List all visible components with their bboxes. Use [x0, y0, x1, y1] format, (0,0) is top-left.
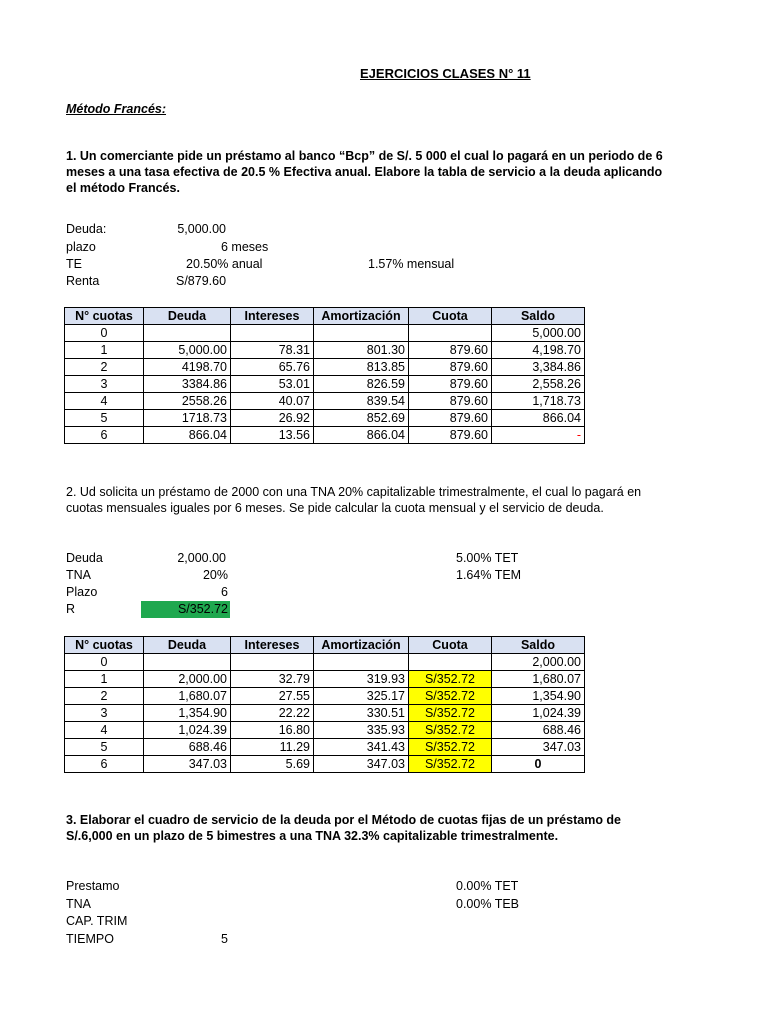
table-cell: 688.46: [492, 722, 585, 739]
table-cell: 5: [65, 410, 144, 427]
table-cell: 26.92: [231, 410, 314, 427]
ex2-tem: 1.64% TEM: [456, 568, 522, 582]
table-cell: 319.93: [314, 671, 409, 688]
table-cell: 0: [65, 325, 144, 342]
ex3-tiempo-value: 5: [221, 932, 228, 946]
table-cell: 1: [65, 342, 144, 359]
table-cell: 813.85: [314, 359, 409, 376]
table-cell: 6: [65, 427, 144, 444]
ex1-te-monthly: 1.57% mensual: [368, 257, 455, 271]
table-cell: 1,680.07: [492, 671, 585, 688]
ex2-amortization-table: [64, 636, 585, 773]
table-cell: 1,718.73: [492, 393, 585, 410]
table-row: [65, 739, 585, 756]
table-cell: 16.80: [231, 722, 314, 739]
table-cell: 1: [65, 671, 144, 688]
ex1-deuda-value: 5,000.00: [177, 222, 226, 236]
table-cell: 4: [65, 393, 144, 410]
table-cell: 866.04: [314, 427, 409, 444]
ex1-te-value: 20.50% anual: [186, 257, 263, 271]
table-cell: 879.60: [409, 342, 492, 359]
table-cell: 4,198.70: [492, 342, 585, 359]
column-header: Saldo: [492, 637, 585, 654]
table-cell: -: [492, 427, 585, 444]
table-cell: 879.60: [409, 359, 492, 376]
table-row: [65, 393, 585, 410]
exercise-3-statement: 3. Elaborar el cuadro de servicio de la deuda por el Método de cuotas fijas de un préstamo de S/.6,000 en un plazo de 5 bimestres a una TNA 32.3% capitalizable trimestralmente.: [66, 813, 622, 843]
table-cell: 3: [65, 376, 144, 393]
table-cell: 53.01: [231, 376, 314, 393]
table-row: [65, 705, 585, 722]
page-title: EJERCICIOS CLASES N° 11: [360, 66, 531, 81]
ex3-cap-label: CAP. TRIM: [66, 914, 128, 928]
ex1-deuda-label: Deuda:: [66, 222, 107, 236]
ex2-tet: 5.00% TET: [456, 551, 519, 565]
table-cell: S/352.72: [409, 705, 492, 722]
table-cell: 3,384.86: [492, 359, 585, 376]
ex3-tet: 0.00% TET: [456, 879, 519, 893]
table-cell: 879.60: [409, 376, 492, 393]
table-cell: 5: [65, 739, 144, 756]
table-cell: [231, 654, 314, 671]
ex1-plazo-value: 6 meses: [221, 240, 269, 254]
column-header: Saldo: [492, 308, 585, 325]
table-row: [65, 722, 585, 739]
ex2-r-value: S/352.72: [141, 601, 230, 618]
table-row: [65, 359, 585, 376]
table-cell: 335.93: [314, 722, 409, 739]
table-cell: 2,000.00: [492, 654, 585, 671]
table-cell: 4198.70: [144, 359, 231, 376]
table-row: [65, 325, 585, 342]
table-cell: S/352.72: [409, 756, 492, 773]
table-cell: 2,000.00: [144, 671, 231, 688]
table-cell: 0: [492, 756, 585, 773]
exercise-1-statement: 1. Un comerciante pide un préstamo al banco “Bcp” de S/. 5 000 el cual lo pagará en un periodo de 6 meses a una tasa efectiva de 20.5 % Efectiva anual. Elabore la tabla de servicio a la deuda aplicando el método Francés.: [66, 149, 663, 195]
table-cell: 839.54: [314, 393, 409, 410]
ex2-deuda-value: 2,000.00: [177, 551, 226, 565]
ex1-renta-value: S/879.60: [176, 274, 227, 288]
table-cell: 32.79: [231, 671, 314, 688]
ex1-renta-label: Renta: [66, 274, 100, 288]
column-header: Amortización: [314, 308, 409, 325]
table-cell: 5,000.00: [144, 342, 231, 359]
column-header: Cuota: [409, 308, 492, 325]
table-cell: 2,558.26: [492, 376, 585, 393]
table-row: [65, 342, 585, 359]
table-cell: [409, 325, 492, 342]
table-cell: 879.60: [409, 427, 492, 444]
column-header: Deuda: [144, 637, 231, 654]
table-cell: 4: [65, 722, 144, 739]
column-header: Intereses: [231, 637, 314, 654]
table-cell: 688.46: [144, 739, 231, 756]
table-cell: 5,000.00: [492, 325, 585, 342]
table-cell: 1,354.90: [492, 688, 585, 705]
table-cell: [231, 325, 314, 342]
table-cell: 1718.73: [144, 410, 231, 427]
table-cell: S/352.72: [409, 722, 492, 739]
table-cell: 347.03: [314, 756, 409, 773]
ex1-plazo-label: plazo: [66, 240, 96, 254]
table-cell: 2: [65, 359, 144, 376]
table-cell: 3: [65, 705, 144, 722]
table-row: [65, 671, 585, 688]
table-row: [65, 376, 585, 393]
ex2-tna-value: 20%: [202, 568, 228, 582]
table-header-row: [65, 308, 585, 325]
table-cell: 78.31: [231, 342, 314, 359]
ex3-tna-label: TNA: [66, 897, 91, 911]
table-cell: 347.03: [492, 739, 585, 756]
table-row: [65, 688, 585, 705]
table-cell: S/352.72: [409, 688, 492, 705]
table-cell: 330.51: [314, 705, 409, 722]
table-cell: [409, 654, 492, 671]
table-cell: 852.69: [314, 410, 409, 427]
table-cell: 866.04: [492, 410, 585, 427]
column-header: Deuda: [144, 308, 231, 325]
section-subtitle: Método Francés:: [66, 102, 167, 116]
table-cell: 40.07: [231, 393, 314, 410]
table-cell: S/352.72: [409, 739, 492, 756]
table-cell: 325.17: [314, 688, 409, 705]
table-cell: 65.76: [231, 359, 314, 376]
table-cell: [144, 325, 231, 342]
ex2-plazo-value: 6: [221, 585, 228, 599]
ex2-r-label: R: [66, 602, 76, 616]
table-cell: 0: [65, 654, 144, 671]
ex3-tiempo-label: TIEMPO: [66, 932, 114, 946]
table-cell: 13.56: [231, 427, 314, 444]
table-cell: 1,354.90: [144, 705, 231, 722]
table-cell: 11.29: [231, 739, 314, 756]
column-header: N° cuotas: [65, 637, 144, 654]
table-cell: [314, 654, 409, 671]
column-header: Amortización: [314, 637, 409, 654]
column-header: Intereses: [231, 308, 314, 325]
table-cell: 1,680.07: [144, 688, 231, 705]
table-cell: 866.04: [144, 427, 231, 444]
table-cell: 27.55: [231, 688, 314, 705]
table-cell: 3384.86: [144, 376, 231, 393]
ex1-te-label: TE: [66, 257, 82, 271]
table-row: [65, 427, 585, 444]
table-row: [65, 654, 585, 671]
table-cell: 5.69: [231, 756, 314, 773]
table-cell: 347.03: [144, 756, 231, 773]
ex2-tna-label: TNA: [66, 568, 91, 582]
table-cell: 341.43: [314, 739, 409, 756]
ex3-prestamo-label: Prestamo: [66, 879, 120, 893]
column-header: N° cuotas: [65, 308, 144, 325]
table-cell: 879.60: [409, 410, 492, 427]
table-cell: 2558.26: [144, 393, 231, 410]
table-cell: 22.22: [231, 705, 314, 722]
table-cell: 826.59: [314, 376, 409, 393]
column-header: Cuota: [409, 637, 492, 654]
ex1-amortization-table: [64, 307, 585, 444]
table-cell: 1,024.39: [492, 705, 585, 722]
table-cell: [144, 654, 231, 671]
table-cell: S/352.72: [409, 671, 492, 688]
ex3-teb: 0.00% TEB: [456, 897, 520, 911]
table-row: [65, 410, 585, 427]
table-cell: 2: [65, 688, 144, 705]
ex2-plazo-label: Plazo: [66, 585, 98, 599]
table-cell: [314, 325, 409, 342]
table-cell: 879.60: [409, 393, 492, 410]
table-header-row: [65, 637, 585, 654]
table-cell: 1,024.39: [144, 722, 231, 739]
exercise-2-statement: 2. Ud solicita un préstamo de 2000 con una TNA 20% capitalizable trimestralmente, el cual lo pagará en cuotas mensuales iguales por 6 meses. Se pide calcular la cuota mensual y el servicio de deuda.: [66, 485, 642, 515]
ex2-deuda-label: Deuda: [66, 551, 103, 565]
table-cell: 6: [65, 756, 144, 773]
table-cell: 801.30: [314, 342, 409, 359]
table-row: [65, 756, 585, 773]
